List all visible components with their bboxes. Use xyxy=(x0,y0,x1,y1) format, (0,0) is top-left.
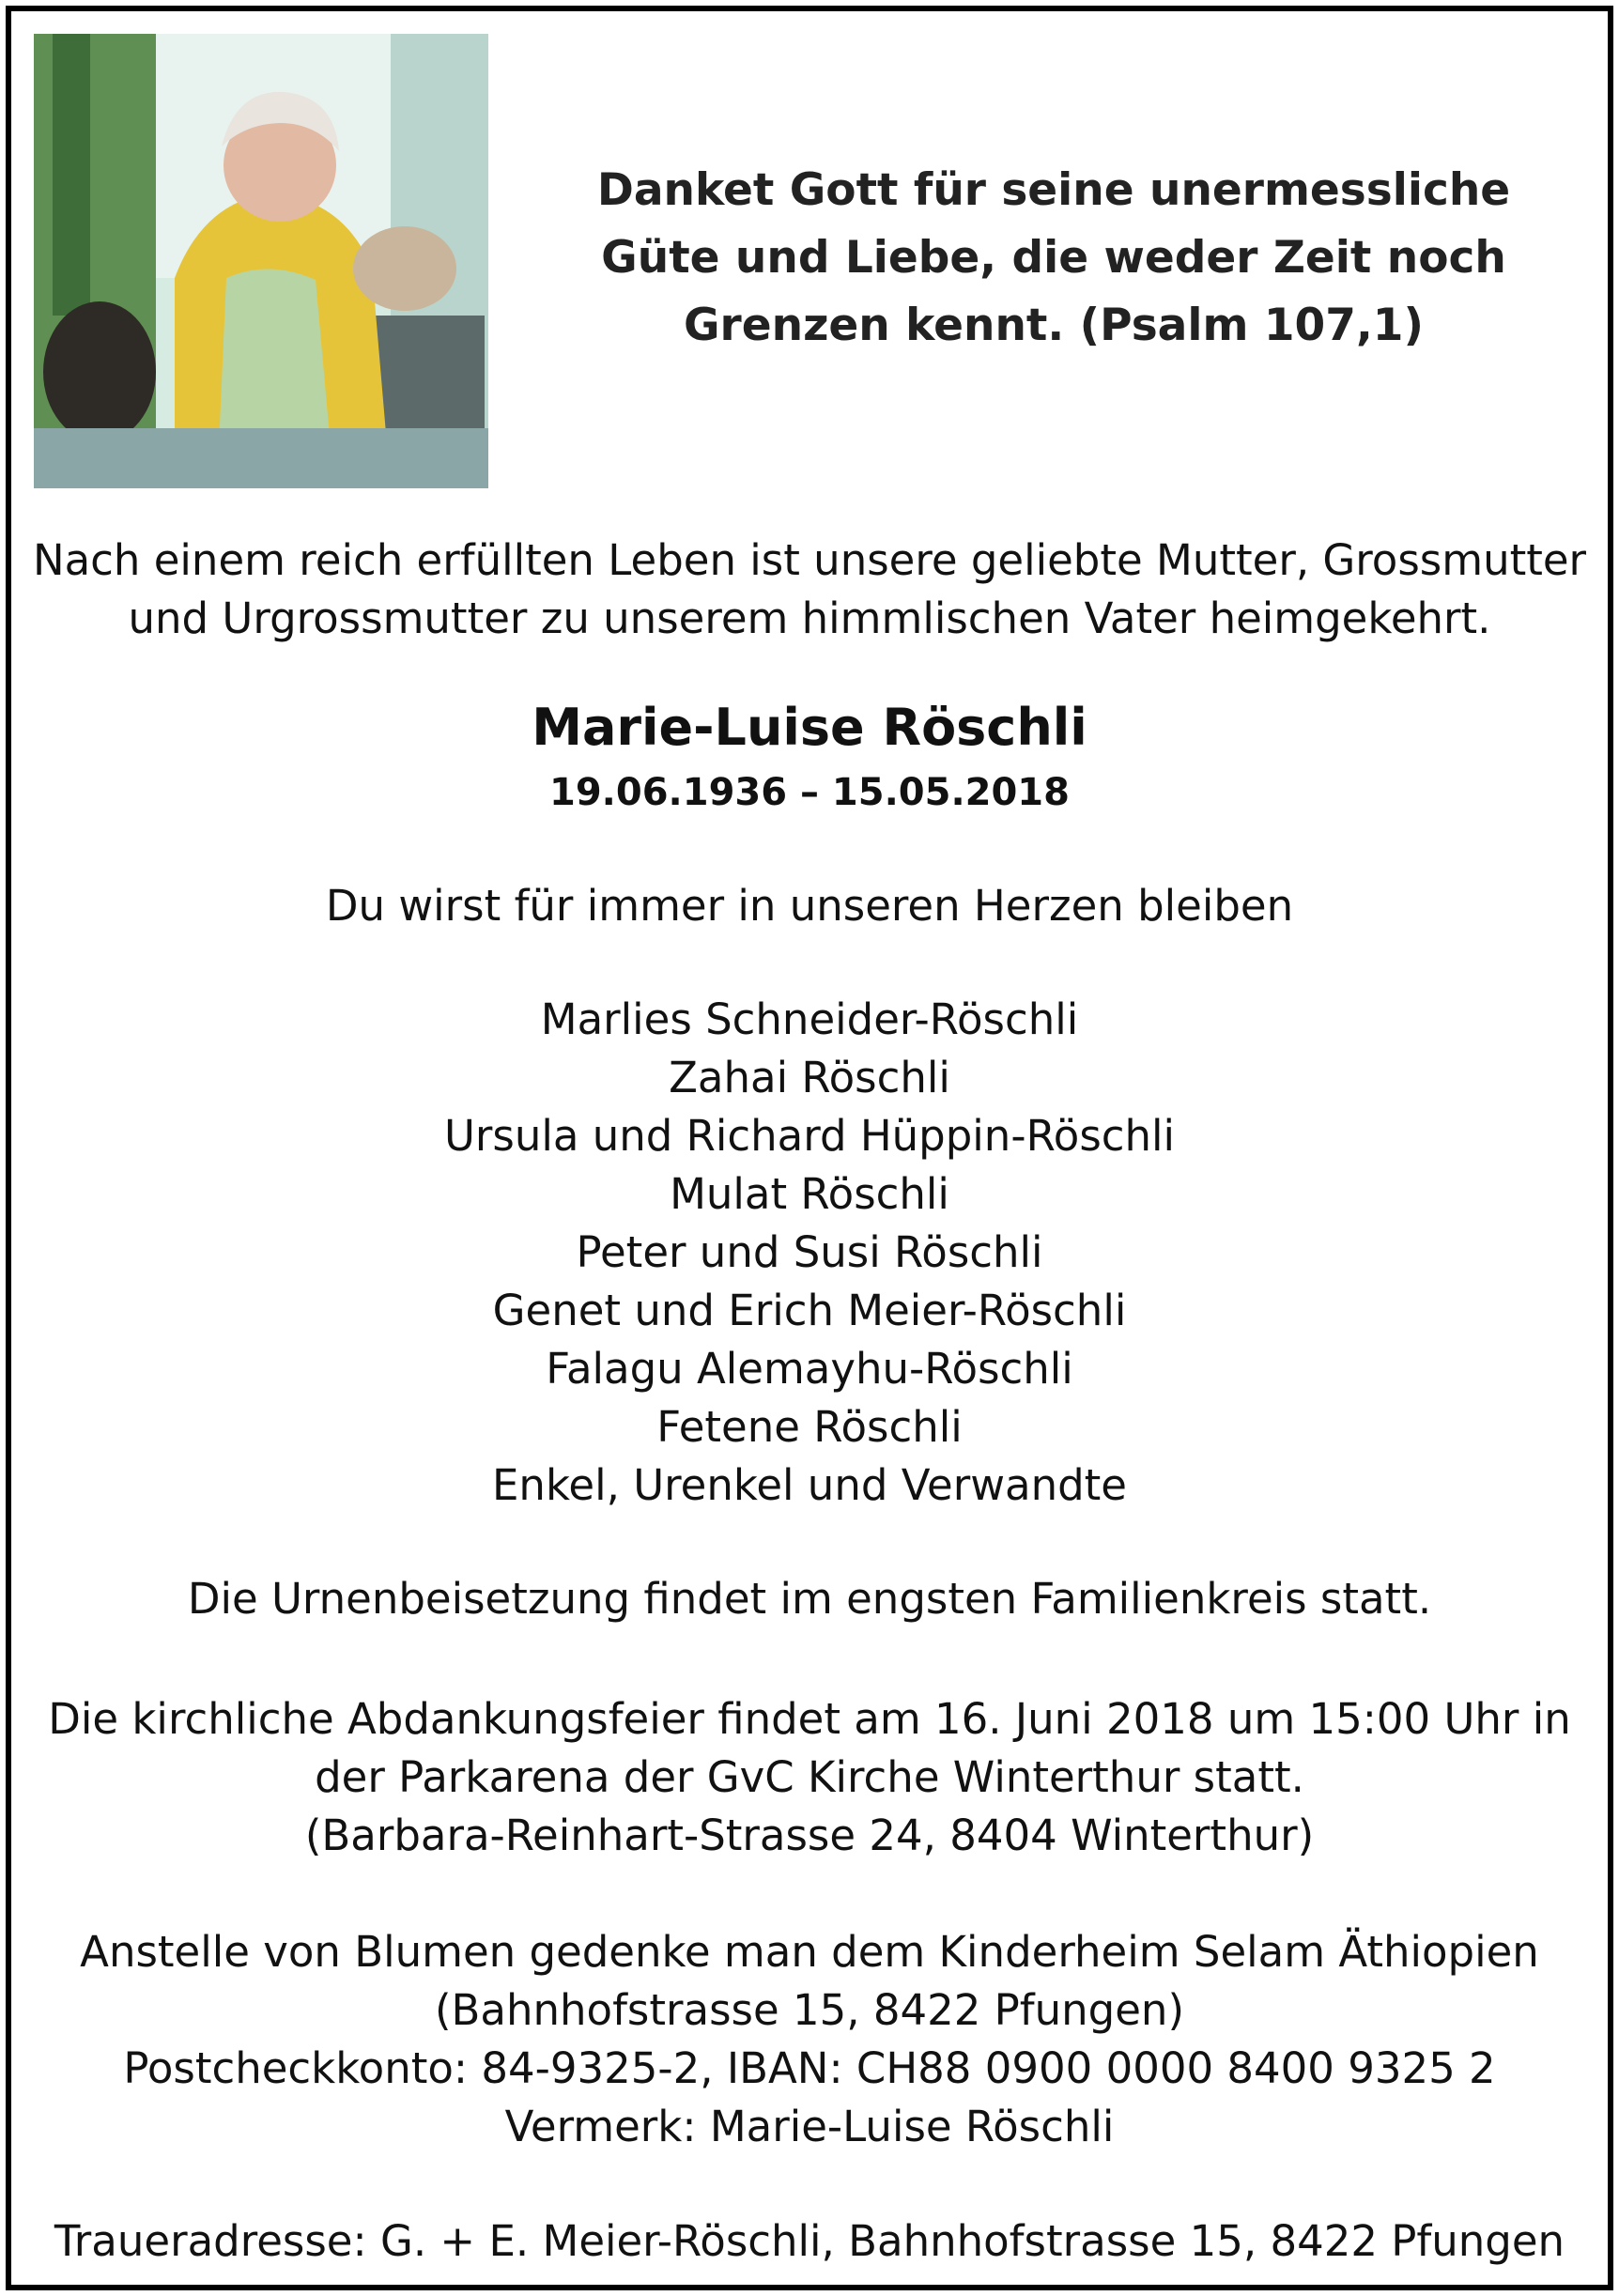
verse-line: Danket Gott für seine unermessliche xyxy=(596,164,1511,216)
family-member: Genet und Erich Meier-Röschli xyxy=(492,1286,1127,1335)
bible-verse xyxy=(537,157,1570,360)
family-member: Ursula und Richard Hüppin-Röschli xyxy=(443,1111,1176,1161)
service-line: Die kirchliche Abdankungsfeier findet am 16. Juni 2018 um 15:00 Uhr in xyxy=(48,1694,1571,1744)
portrait-photo-graphic xyxy=(34,34,488,488)
deceased-name-block xyxy=(0,695,1619,761)
family-member: Peter und Susi Röschli xyxy=(576,1227,1043,1277)
intro-text xyxy=(0,532,1619,648)
verse-line: Güte und Liebe, die weder Zeit noch xyxy=(601,232,1506,284)
deceased-dates-block xyxy=(0,766,1619,819)
burial-line: Die Urnenbeisetzung findet im engsten Familienkreis statt. xyxy=(187,1574,1432,1624)
intro-line: und Urgrossmutter zu unserem himmlischen Vater heimgekehrt. xyxy=(128,593,1491,643)
donation-line: (Bahnhofstrasse 15, 8422 Pfungen) xyxy=(434,1985,1185,2035)
family-member: Mulat Röschli xyxy=(670,1169,949,1219)
intro-line: Nach einem reich erfüllten Leben ist unsere geliebte Mutter, Grossmutter xyxy=(32,535,1587,585)
donation-line: Anstelle von Blumen gedenke man dem Kinderheim Selam Äthiopien xyxy=(80,1927,1539,1977)
verse-line: Grenzen kennt. (Psalm 107,1) xyxy=(683,300,1424,351)
portrait-photo xyxy=(34,34,488,488)
wish-line: Du wirst für immer in unseren Herzen bleiben xyxy=(325,881,1294,931)
family-member: Marlies Schneider-Röschli xyxy=(540,994,1079,1044)
donation-notice xyxy=(0,1923,1619,2156)
family-member: Enkel, Urenkel und Verwandte xyxy=(492,1460,1127,1510)
family-member: Zahai Röschli xyxy=(669,1053,950,1102)
service-line: (Barbara-Reinhart-Strasse 24, 8404 Winterthur) xyxy=(304,1811,1315,1860)
family-member: Fetene Röschli xyxy=(656,1402,963,1452)
donation-line: Postcheckkonto: 84-9325-2, IBAN: CH88 0900 0000 8400 9325 2 xyxy=(123,2043,1496,2093)
address-line: Traueradresse: G. + E. Meier-Röschli, Bahnhofstrasse 15, 8422 Pfungen xyxy=(54,2216,1565,2266)
family-member: Falagu Alemayhu-Röschli xyxy=(546,1344,1073,1394)
memorial-wish xyxy=(0,877,1619,935)
service-notice xyxy=(0,1690,1619,1865)
burial-notice xyxy=(0,1570,1619,1628)
donation-line: Vermerk: Marie-Luise Röschli xyxy=(504,2102,1115,2151)
life-dates: 19.06.1936 – 15.05.2018 xyxy=(549,771,1070,814)
service-line: der Parkarena der GvC Kirche Winterthur statt. xyxy=(315,1752,1304,1802)
mourning-address xyxy=(0,2212,1619,2271)
deceased-name: Marie-Luise Röschli xyxy=(532,698,1087,757)
family-list xyxy=(0,991,1619,1515)
